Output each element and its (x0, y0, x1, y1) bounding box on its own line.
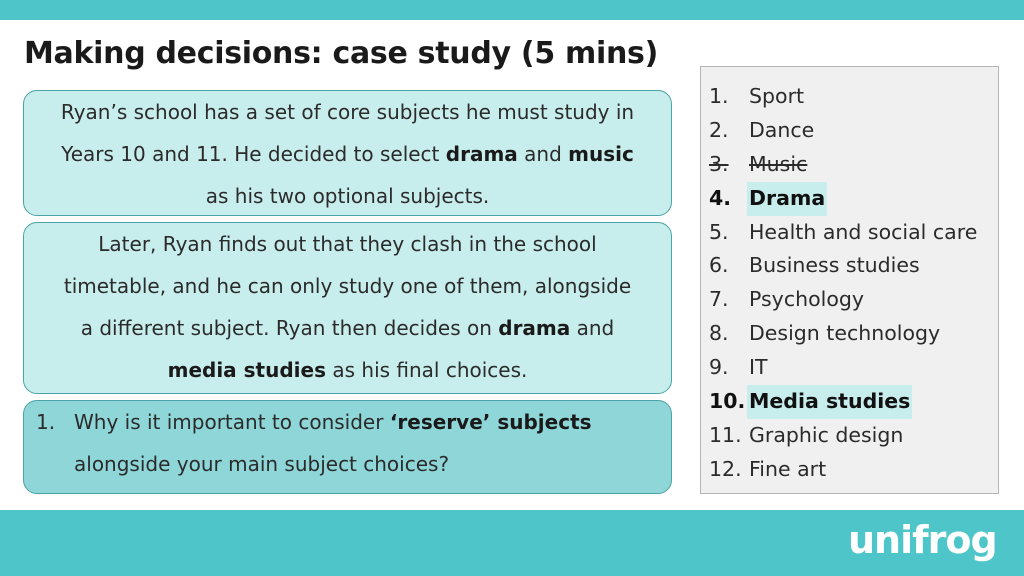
item-number: 11. (709, 422, 742, 447)
item-label: Graphic design (749, 422, 904, 447)
item-label: Dance (749, 117, 815, 142)
list-item (709, 453, 979, 487)
list-item (709, 351, 979, 385)
text: Later, Ryan finds out that they clash in the school (98, 232, 597, 256)
text: and (517, 142, 569, 166)
case-intro-line (34, 91, 661, 133)
text: and (570, 316, 615, 340)
case-update-line (34, 265, 661, 307)
list-item-highlighted (709, 182, 979, 216)
text: as his final choices. (326, 358, 528, 382)
subject-list (709, 80, 979, 487)
subject-list-panel (700, 66, 999, 494)
bold-text: media studies (167, 358, 326, 382)
item-number: 2. (709, 117, 729, 142)
question-number: 1. (36, 410, 56, 434)
case-update-line (34, 307, 661, 349)
list-item (709, 249, 979, 283)
question-row (36, 401, 659, 485)
question-text (74, 401, 659, 485)
case-update-line (34, 223, 661, 265)
item-number: 3. (709, 151, 729, 176)
item-label: Business studies (749, 253, 920, 278)
list-item-highlighted (709, 385, 979, 419)
text: Years 10 and 11. He decided to select (61, 142, 446, 166)
slide-title: Making decisions: case study (5 mins) (24, 36, 659, 71)
item-number: 12. (709, 456, 742, 481)
list-item-struck (709, 148, 979, 182)
text: Ryan’s school has a set of core subjects he must study in (60, 100, 635, 124)
bold-text: music (568, 142, 634, 166)
bold-text: ‘reserve’ subjects (389, 410, 592, 434)
case-intro-card (23, 90, 672, 216)
case-intro-line (34, 175, 661, 217)
text: as his two optional subjects. (205, 184, 490, 208)
bold-text: drama (445, 142, 518, 166)
item-number: 9. (709, 355, 729, 380)
unifrog-logo: unifrog (848, 518, 997, 562)
list-item (709, 216, 979, 250)
text: a different subject. Ryan then decides on (80, 316, 499, 340)
item-label: Music (749, 151, 808, 176)
text: Why is it important to consider (74, 410, 390, 434)
item-label: Media studies (747, 385, 912, 419)
bold-text: drama (498, 316, 571, 340)
case-intro-line (34, 133, 661, 175)
item-number: 5. (709, 219, 729, 244)
item-label: Sport (749, 84, 805, 108)
list-item (709, 317, 979, 351)
item-label: IT (749, 355, 768, 380)
item-label: Drama (747, 182, 827, 216)
item-label: Psychology (749, 287, 865, 312)
top-accent-band (0, 0, 1024, 20)
case-update-card (23, 222, 672, 394)
item-number: 4. (709, 185, 732, 210)
question-card (23, 400, 672, 494)
list-item (709, 80, 979, 114)
item-label: Design technology (749, 321, 941, 346)
item-number: 8. (709, 321, 729, 346)
item-label: Health and social care (749, 219, 978, 244)
text: timetable, and he can only study one of them, alongside (63, 274, 632, 298)
item-number: 1. (709, 84, 729, 108)
text: alongside your main subject choices? (74, 452, 450, 476)
list-item (709, 419, 979, 453)
list-item (709, 114, 979, 148)
item-number: 7. (709, 287, 729, 312)
case-update-line (34, 349, 661, 391)
item-number: 6. (709, 253, 729, 278)
item-label: Fine art (749, 456, 827, 481)
list-item (709, 283, 979, 317)
item-number: 10. (709, 389, 746, 414)
